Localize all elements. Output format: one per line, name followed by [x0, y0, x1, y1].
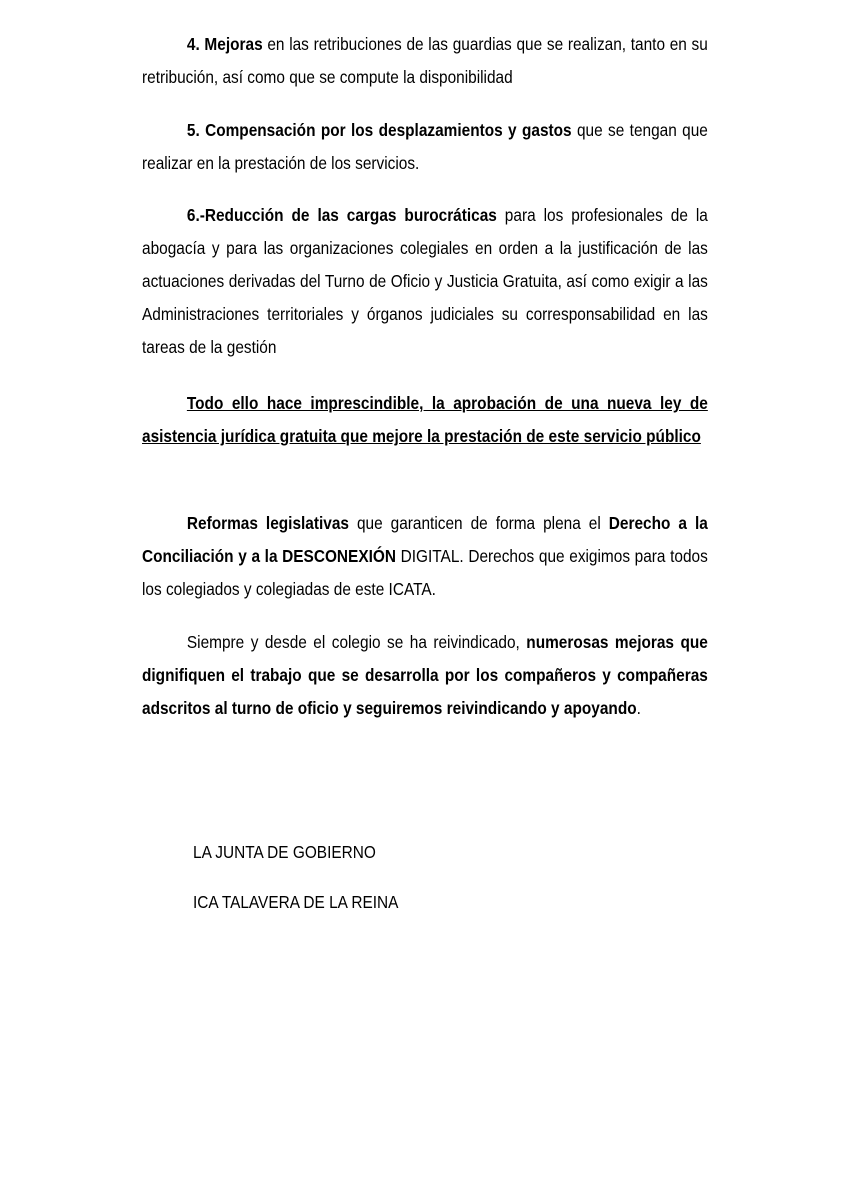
signature-line-1: LA JUNTA DE GOBIERNO: [193, 842, 376, 862]
reformas-derecho: Derecho a la Conciliación y a la DESCONEXIÓN: [142, 513, 708, 566]
statement-text: Todo ello hace imprescindible, la aprobación de una nueva ley de asistencia jurídica gratuita que mejore la prestación de este servicio público: [142, 393, 708, 446]
item-5-paragraph: [142, 114, 708, 180]
reformas-text-1: que garanticen de forma plena el: [348, 513, 609, 533]
item-6-heading: 6.-Reducción de las cargas burocráticas: [186, 205, 497, 225]
reformas-heading: Reformas legislativas: [186, 513, 349, 533]
statement-paragraph: [142, 387, 708, 453]
item-5-text: que se tengan que realizar en la prestación de los servicios.: [142, 120, 708, 173]
reformas-text-2: DIGITAL. Derechos que exigimos para todos los colegiados y colegiadas de este ICATA.: [142, 546, 708, 599]
item-6-text: para los profesionales de la abogacía y para las organizaciones colegiales en orden a la justificación de las actuaciones derivadas del Turno de Oficio y Justicia Gratuita, así como exigir a las Administraciones territoriales y órganos judiciales su corresponsabilidad en las tareas de la gestión: [142, 205, 708, 357]
signature-line-2: ICA TALAVERA DE LA REINA: [193, 892, 399, 912]
item-5-heading: Compensación por los desplazamientos y gastos: [205, 120, 572, 140]
closing-text-2: .: [636, 698, 641, 718]
item-4-paragraph: [142, 28, 708, 94]
closing-paragraph: [142, 626, 708, 725]
item-6-paragraph: [142, 199, 708, 364]
item-4-text: en las retribuciones de las guardias que se realizan, tanto en su retribución, así como que se compute la disponibilidad: [142, 34, 708, 87]
reformas-paragraph: [142, 507, 708, 606]
item-4-heading: 4. Mejoras: [186, 34, 263, 54]
closing-bold: numerosas mejoras que dignifiquen el trabajo que se desarrolla por los compañeros y compañeras adscritos al turno de oficio y seguiremos reivindicando y apoyando: [142, 632, 708, 718]
item-5-number: 5.: [186, 120, 206, 140]
closing-text-1: Siempre y desde el colegio se ha reivindicado,: [186, 632, 527, 652]
